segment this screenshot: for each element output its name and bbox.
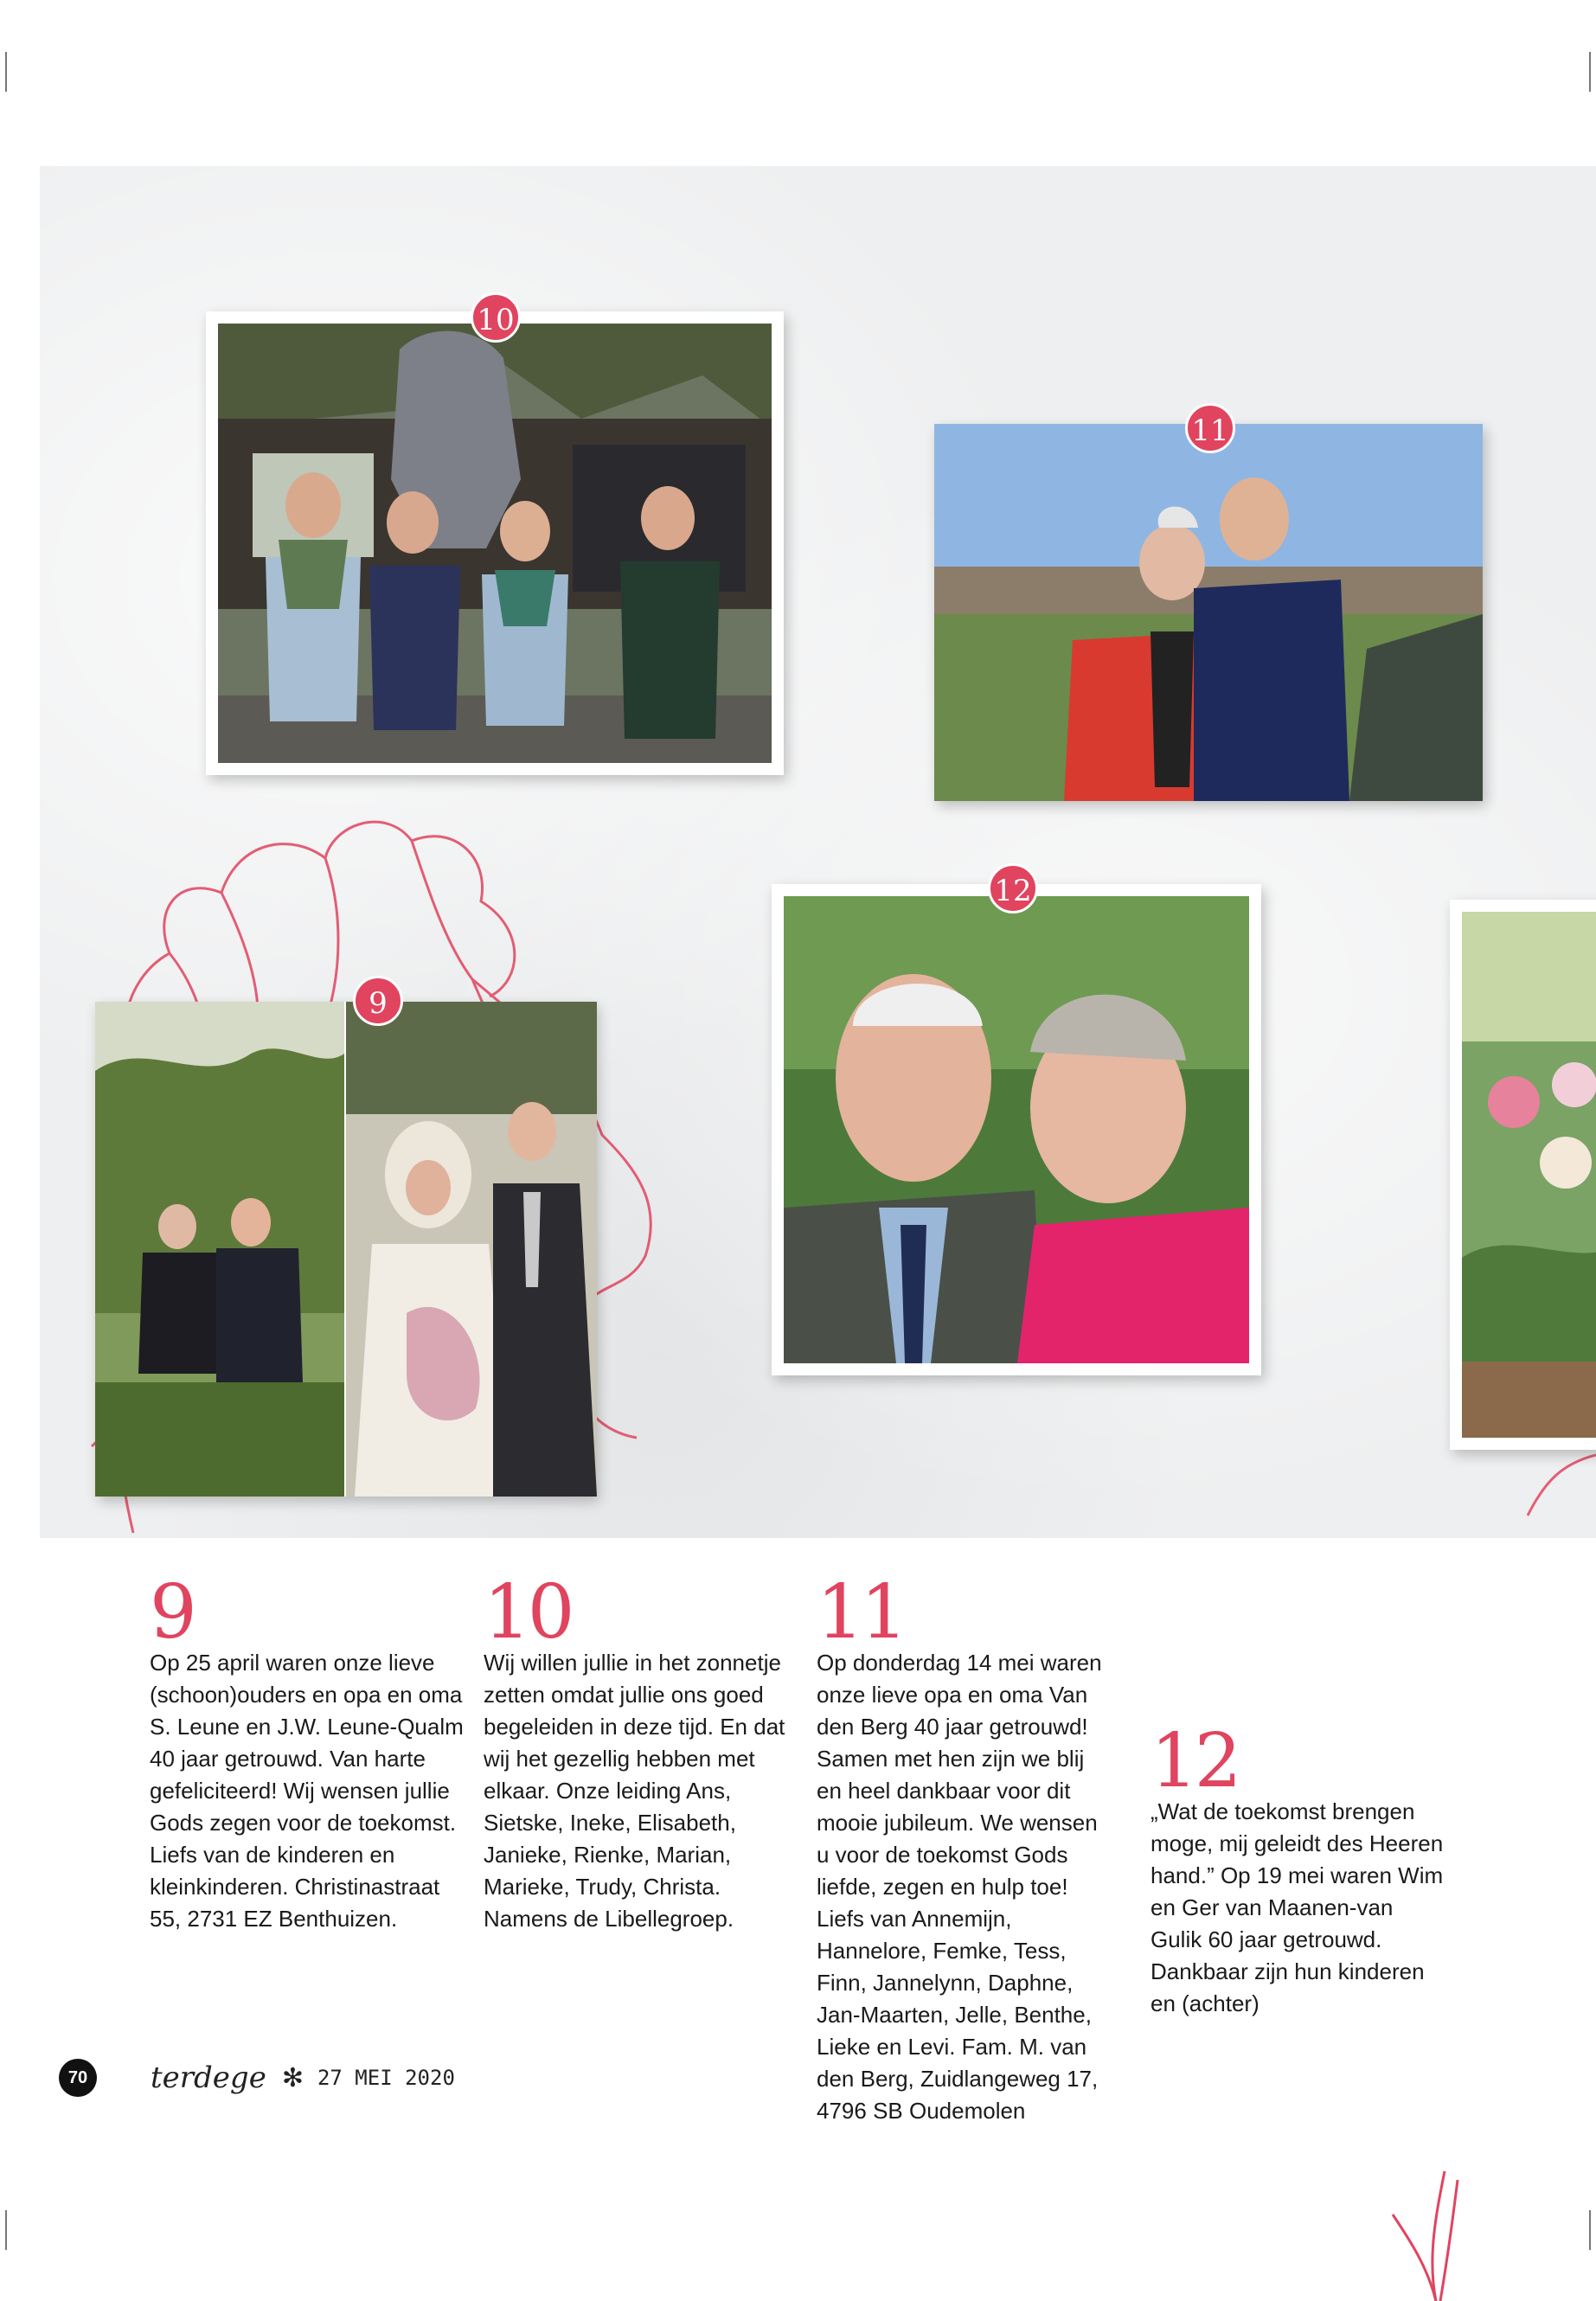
crop-mark [1589,52,1591,92]
anniversary-photo-image [95,1002,344,1497]
entry-text: Op 25 april waren onze lieve (schoon)ouders en opa en oma S. Leune en J.W. Leune-Qualm 40 jaar getrouwd. Van harte gefeliciteerd! Wij wensen jullie Gods zegen voor de toekomst. Liefs van de kinderen en kleinkinderen. Christinastraat 55, 2731 EZ Benthuizen. [150,1650,464,1932]
photo-collage [40,166,1596,1538]
badge-12: 12 [988,863,1038,913]
photo-partial [1462,912,1596,1438]
photo-9-left [95,1002,344,1497]
photo-12-frame [772,874,1261,1375]
badge-10: 10 [471,292,521,343]
entry-text: „Wat de toekomst brengen moge, mij geleidt des Heeren hand.” Op 19 mei waren Wim en Ger van Maanen-van Gulik 60 jaar getrouwd. Dankbaar zijn hun kinderen en (achter) [1151,1798,1444,2016]
entry-text: Op donderdag 14 mei waren onze lieve opa en oma Van den Berg 40 jaar getrouwd! Samen met hen zijn we blij en heel dankbaar voor dit mooie jubileum. We wensen u voor de toekomst Gods liefde, zegen en hulp toe! Liefs van Annemijn, Hannelore, Femke, Tess, Finn, Jannelynn, Daphne, Jan-Maarten, Jelle, Benthe, Lieke en Levi. Fam. M. van den Berg, Zuidlangeweg 17, 4796 SB Oudemolen [817,1650,1102,2124]
page-number: 70 [59,2059,97,2097]
photo-12 [784,896,1249,1363]
wedding-photo-image [346,1002,597,1497]
crop-mark [1589,2210,1591,2250]
entry-9 [150,1569,465,1935]
crop-mark [5,52,7,92]
badge-9: 9 [353,976,403,1026]
badge-11: 11 [1185,403,1235,453]
entry-number: 12 [1151,1718,1239,1804]
entry-number: 9 [150,1569,194,1656]
photo-10 [218,324,772,763]
photo-9-frame [95,986,595,1497]
entry-12 [1151,1718,1445,2020]
issue-date: 27 MEI 2020 [317,2066,455,2090]
photo-11-frame [934,413,1483,801]
photo-9-right [344,1002,597,1497]
portrait-photo-image [784,896,1249,1363]
photo-10-frame [206,303,784,775]
couple-photo-image [934,424,1483,801]
crop-mark [5,2210,7,2250]
magazine-logo: terdege [151,2061,266,2095]
entry-number: 11 [817,1569,905,1656]
photo-partial-frame [1450,900,1596,1450]
leaf-outline-illustration [1375,2163,1479,2301]
group-photo-image [218,324,772,763]
entry-text: Wij willen jullie in het zonnetje zetten omdat jullie ons goed begeleiden in deze tijd. En dat wij het gezellig hebben met elkaar. Onze leiding Ans, Sietske, Ineke, Elisabeth, Janieke, Rienke, Marian, Marieke, Trudy, Christa. Namens de Libellegroep. [484,1650,785,1932]
entry-11 [817,1569,1111,2140]
separator-icon: ✻ [281,2063,304,2093]
photo-11 [934,424,1483,801]
flowers-photo-image [1462,912,1596,1438]
page-footer [59,2059,455,2097]
entry-10 [484,1569,799,1935]
entry-number: 10 [484,1569,572,1656]
